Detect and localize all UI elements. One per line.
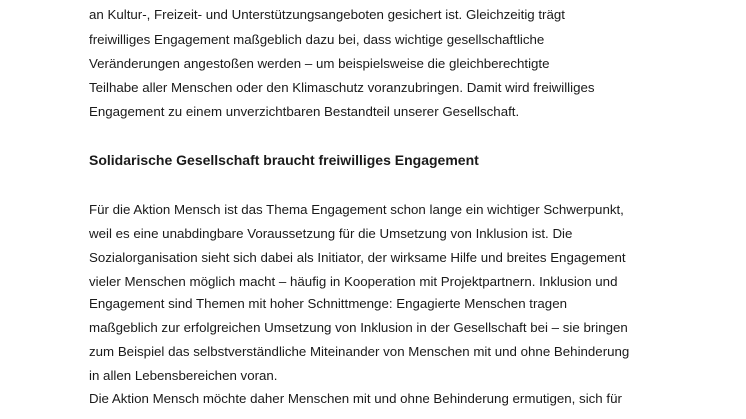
section-heading: Solidarische Gesellschaft braucht freiwilliges Engagement: [89, 152, 479, 168]
paragraph-2-line-7: zum Beispiel das selbstverständliche Miteinander von Menschen mit und ohne Behinderung: [89, 344, 630, 359]
paragraph-2-line-6: maßgeblich zur erfolgreichen Umsetzung von Inklusion in der Gesellschaft bei – sie bringen: [89, 320, 628, 335]
paragraph-1-line-2: freiwilliges Engagement maßgeblich dazu bei, dass wichtige gesellschaftliche: [89, 32, 545, 47]
paragraph-2-line-5: Engagement sind Themen mit hoher Schnittmenge: Engagierte Menschen tragen: [89, 296, 567, 311]
paragraph-1-line-4: Teilhabe aller Menschen oder den Klimaschutz voranzubringen. Damit wird freiwilliges: [89, 80, 595, 95]
paragraph-1-line-3: Veränderungen angestoßen werden – um beispielsweise die gleichberechtigte: [89, 56, 550, 71]
paragraph-2-line-1: Für die Aktion Mensch ist das Thema Engagement schon lange ein wichtiger Schwerpunkt,: [89, 202, 624, 217]
paragraph-2-line-3: Sozialorganisation sieht sich dabei als Initiator, der wirksame Hilfe und breites Engagement: [89, 250, 626, 265]
paragraph-2-line-8: in allen Lebensbereichen voran.: [89, 368, 278, 383]
paragraph-1-line-5: Engagement zu einem unverzichtbaren Bestandteil unserer Gesellschaft.: [89, 104, 520, 119]
paragraph-1-line-1: an Kultur-, Freizeit- und Unterstützungsangeboten gesichert ist. Gleichzeitig trägt: [89, 7, 565, 22]
paragraph-3-line-1: Die Aktion Mensch möchte daher Menschen mit und ohne Behinderung ermutigen, sich für: [89, 391, 622, 406]
paragraph-2-line-4: vieler Menschen möglich macht – häufig in Kooperation mit Projektpartnern. Inklusion und: [89, 274, 618, 289]
paragraph-2-line-2: weil es eine unabdingbare Voraussetzung für die Umsetzung von Inklusion ist. Die: [89, 226, 573, 241]
